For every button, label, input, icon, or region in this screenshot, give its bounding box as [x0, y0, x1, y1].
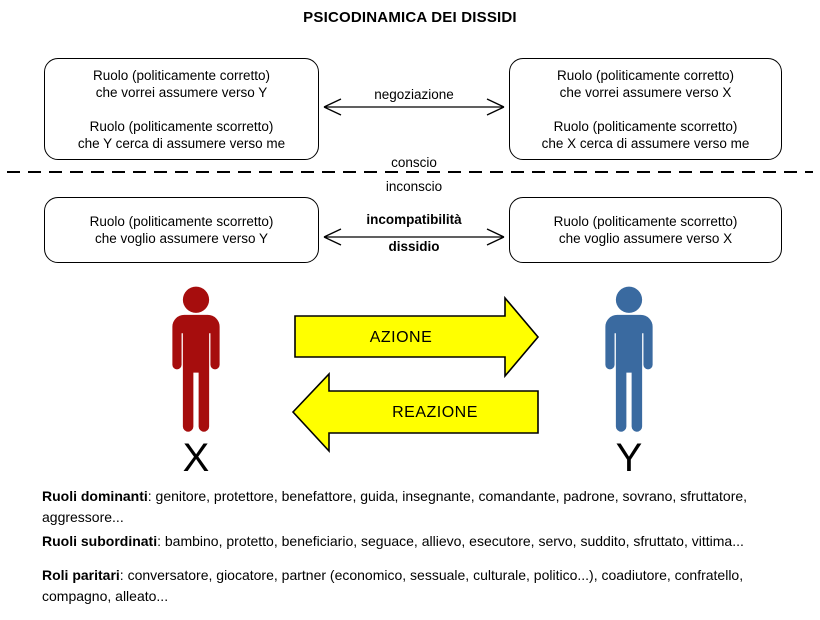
box-text-line: che voglio assumere verso X — [558, 231, 733, 246]
legend-items: : bambino, protetto, beneficiario, seguace, allievo, esecutore, servo, suddito, sfruttato, vittima... — [157, 533, 744, 549]
box-paragraph — [510, 213, 781, 247]
negotiation-label: negoziazione — [374, 87, 454, 102]
box-conscious-left — [44, 58, 319, 160]
box-text-line: che vorrei assumere verso X — [559, 84, 732, 100]
actor-y-label: Y — [615, 436, 643, 480]
box-paragraph — [45, 213, 318, 247]
diagram-title: PSICODINAMICA DEI DISSIDI — [303, 9, 517, 26]
legend-peer-roles — [42, 565, 794, 607]
box-paragraph — [45, 118, 318, 152]
box-text-line: Ruolo (politicamente scorretto) — [89, 214, 274, 229]
legend-subordinate-roles — [42, 531, 794, 552]
box-paragraph — [45, 67, 318, 101]
legend-items: : genitore, protettore, benefattore, guida, insegnante, comandante, padrone, sovrano, sfruttatore, aggressore... — [42, 488, 748, 525]
box-paragraph — [510, 67, 781, 101]
box-text-line: che voglio assumere verso Y — [94, 231, 269, 246]
box-unconscious-right — [509, 197, 782, 263]
legend-term: Ruoli subordinati — [42, 533, 158, 549]
legend-items: : conversatore, giocatore, partner (economico, sessuale, culturale, politico...), coadiutore, confratello, compagno, alleato... — [42, 567, 744, 604]
box-text-line: Ruolo (politicamente corretto) — [556, 67, 735, 83]
legend-dominant-roles — [42, 486, 794, 528]
conscious-label: conscio — [391, 155, 437, 170]
roles-legend — [42, 486, 794, 607]
unconscious-label: inconscio — [385, 179, 443, 194]
box-text-line: che X cerca di assumere verso me — [541, 135, 750, 151]
box-paragraph — [510, 118, 781, 152]
box-text-line: Ruolo (politicamente scorretto) — [553, 214, 738, 229]
box-text-line: Ruolo (politicamente scorretto) — [89, 118, 274, 134]
conscious-unconscious-divider — [6, 168, 814, 176]
box-text-line: che Y cerca di assumere verso me — [77, 135, 286, 151]
reaction-label: REAZIONE — [392, 404, 478, 421]
legend-term: Ruoli dominanti — [42, 488, 148, 504]
action-label: AZIONE — [369, 329, 433, 346]
dissension-label: dissidio — [388, 239, 440, 254]
box-unconscious-left — [44, 197, 319, 263]
box-text-line: Ruolo (politicamente corretto) — [92, 67, 271, 83]
box-text-line: che vorrei assumere verso Y — [95, 84, 268, 100]
box-conscious-right — [509, 58, 782, 160]
box-text-line: Ruolo (politicamente scorretto) — [553, 118, 738, 134]
legend-term: Roli paritari — [42, 567, 120, 583]
incompatibility-label: incompatibilità — [366, 212, 462, 227]
actor-x-label: X — [182, 436, 210, 480]
double-arrow-icon — [320, 97, 508, 117]
male-figure-icon — [163, 286, 229, 433]
male-figure-icon — [596, 286, 662, 433]
